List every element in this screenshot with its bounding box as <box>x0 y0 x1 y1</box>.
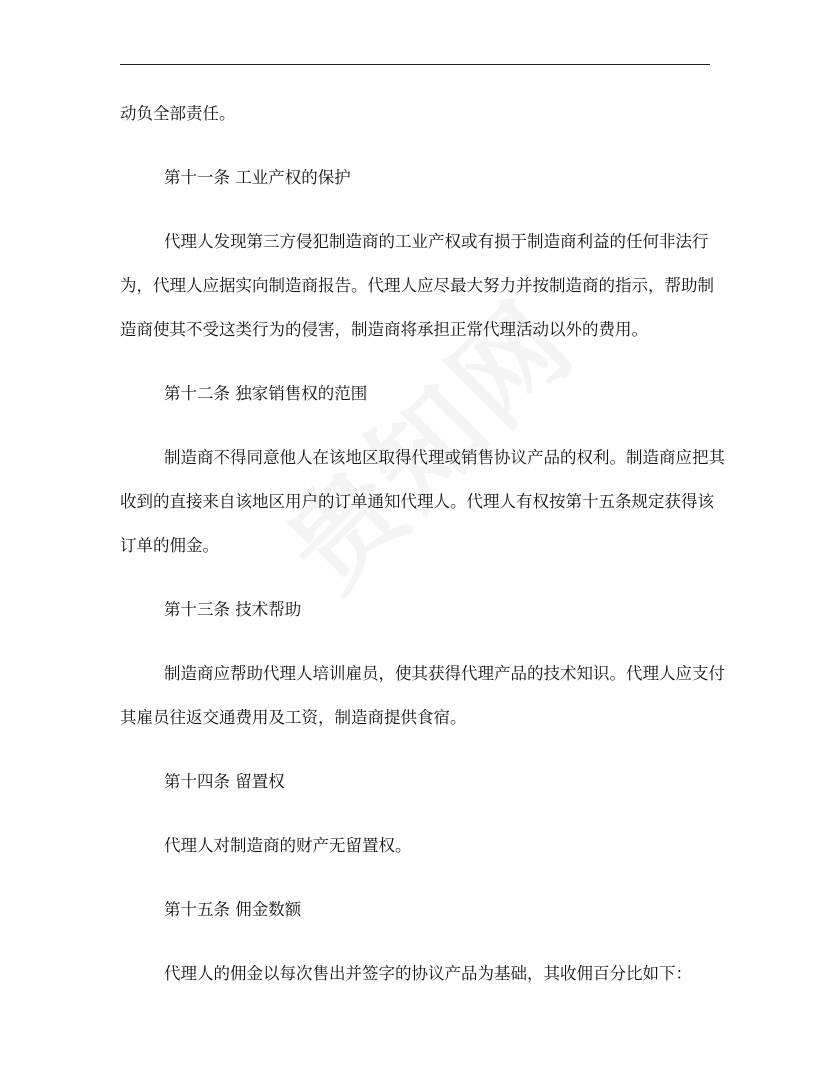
article-11-heading: 第十一条 工业产权的保护 <box>164 168 351 187</box>
article-12-heading: 第十二条 独家销售权的范围 <box>164 384 368 403</box>
article-13-heading: 第十三条 技术帮助 <box>164 600 302 619</box>
paragraph-line: 代理人发现第三方侵犯制造商的工业产权或有损于制造商利益的任何非法行 <box>164 232 709 251</box>
paragraph-line: 为，代理人应据实向制造商报告。代理人应尽最大努力并按制造商的指示，帮助制 <box>120 276 714 295</box>
watermark <box>245 260 603 618</box>
paragraph-line: 动负全部责任。 <box>120 104 236 123</box>
article-15-heading: 第十五条 佣金数额 <box>164 900 302 919</box>
paragraph-line: 代理人对制造商的财产无留置权。 <box>164 836 412 855</box>
paragraph-line: 订单的佣金。 <box>120 536 219 555</box>
header-rule <box>120 64 710 65</box>
paragraph-line: 收到的直接来自该地区用户的订单通知代理人。代理人有权按第十五条规定获得该 <box>120 492 714 511</box>
paragraph-line: 其雇员往返交通费用及工资，制造商提供食宿。 <box>120 708 467 727</box>
paragraph-line: 制造商不得同意他人在该地区取得代理或销售协议产品的权利。制造商应把其 <box>164 448 725 467</box>
paragraph-line: 制造商应帮助代理人培训雇员，使其获得代理产品的技术知识。代理人应支付 <box>164 664 725 683</box>
paragraph-line: 代理人的佣金以每次售出并签字的协议产品为基础，其收佣百分比如下： <box>164 964 692 983</box>
paragraph-line: 造商使其不受这类行为的侵害，制造商将承担正常代理活动以外的费用。 <box>120 320 648 339</box>
article-14-heading: 第十四条 留置权 <box>164 772 285 791</box>
